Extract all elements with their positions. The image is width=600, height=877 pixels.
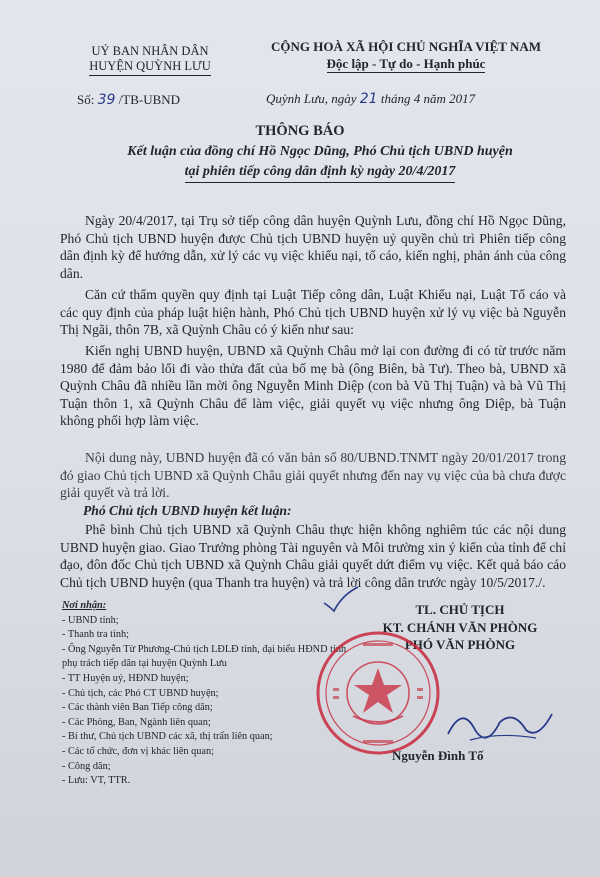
recipient-item: - Chủ tịch, các Phó CT UBND huyện; (62, 687, 219, 699)
national-motto: Độc lập - Tự do - Hạnh phúc (326, 56, 486, 71)
signer-name: Nguyễn Đình Tố (392, 748, 484, 763)
subtitle-line-1: Kết luận của đồng chí Hồ Ngọc Dũng, Phó Chủ tịch UBND huyện (127, 144, 513, 159)
org-line-2: HUYỆN QUỲNH LƯU (89, 59, 211, 76)
docno-number: 39 (97, 92, 116, 108)
recipient-item: - Lưu: VT, TTR. (62, 775, 131, 787)
place-day: 21 (359, 91, 378, 107)
recipient-item: - Bí thư, Chủ tịch UBND các xã, thị trấn liên quan; (62, 731, 273, 743)
docno-suffix: /TB-UBND (118, 92, 181, 107)
document-title: THÔNG BÁO (255, 123, 345, 139)
place-month-label: tháng (380, 91, 411, 106)
recipient-item: - TT Huyện uỷ, HĐND huyện; (62, 672, 189, 684)
signature-line-1: TL. CHỦ TỊCH (415, 602, 505, 617)
recipient-item: - Các tổ chức, đơn vị khác liên quan; (62, 745, 214, 757)
paragraph-3: Kiến nghị UBND huyện, UBND xã Quỳnh Châu mở lại con đường đi có từ trước năm 1980 để đảm bảo lối đi vào thửa đất của bố mẹ bà (ông Biên, bà Tư). Theo bà, UBND xã Quỳnh Châu đã nhiều lần mời ông Nguyễn Minh Diệp (con bà Vũ Thị Tuận) và bà Vũ Thị Tuận thôn 1, xã Quỳnh Châu để làm việc, giải quyết vụ việc nhưng ông Diệp, bà Tuận không phối hợp làm việc. (60, 343, 566, 429)
recipient-item: - Các thành viên Ban Tiếp công dân; (62, 702, 213, 714)
signature-icon (440, 700, 560, 750)
paragraph-2: Căn cứ thẩm quyền quy định tại Luật Tiếp công dân, Luật Khiếu nại, Luật Tố cáo và các quy định của pháp luật hiện hành, Phó Chủ tịch UBND huyện xử lý vụ việc bà Nguyễn Thị Ngãi, thôn 7B, xã Quỳnh Châu có ý kiến như sau: (60, 287, 566, 338)
signature-line-2: KT. CHÁNH VĂN PHÒNG (382, 619, 538, 635)
official-seal-icon (313, 628, 443, 758)
issuing-authority (50, 44, 250, 76)
recipients-label: Nơi nhận: (62, 600, 107, 611)
recipient-item: - Thanh tra tỉnh; (62, 629, 130, 641)
national-header (236, 38, 576, 73)
subtitle-line-2: tại phiên tiếp công dân định kỳ ngày 20/4/2017 (185, 162, 456, 183)
paragraph-1: Ngày 20/4/2017, tại Trụ sở tiếp công dân huyện Quỳnh Lưu, đồng chí Hồ Ngọc Dũng, Phó Chủ tịch UBND huyện được Chủ tịch UBND huyện uỷ quyền chủ trì Phiên tiếp công dân định kỳ để hướng dẫn, xử lý các vụ việc khiếu nại, tố cáo, kiến nghị, phản ánh của công dân. (60, 213, 566, 281)
place-year: năm 2017 (423, 91, 476, 106)
recipient-item: - Các Phòng, Ban, Ngành liên quan; (62, 716, 211, 728)
signature-line-3: PHÓ VĂN PHÒNG (404, 637, 516, 652)
place-prefix: Quỳnh Lưu, ngày (266, 91, 357, 106)
place-date (266, 91, 475, 107)
conclusion-label: Phó Chủ tịch UBND huyện kết luận: (83, 503, 292, 518)
paragraph-5: Phê bình Chủ tịch UBND xã Quỳnh Châu thực hiện không nghiêm túc các nội dung UBND huyện giao. Giao Trưởng phòng Tài nguyên và Môi trường xin ý kiến của tỉnh để chỉ đạo, đôn đốc Chủ tịch UBND xã Quỳnh Châu giải quyết dứt điểm vụ việc. Kết quả báo cáo Chủ tịch UBND huyện (qua Thanh tra huyện) và trả lời công dân trước ngày 10/5/2017./. (60, 522, 566, 590)
recipient-item: - Công dân; (62, 760, 111, 772)
docno-prefix: Số: (77, 92, 95, 107)
org-line-1: UỶ BAN NHÂN DÂN (91, 44, 209, 58)
document-subtitle (90, 142, 550, 183)
place-month: 4 (413, 91, 421, 106)
recipient-item: - Ông Nguyễn Từ Phương-Chủ tịch LĐLĐ tỉnh, đại biểu HĐND tỉnh phụ trách tiếp dân tại huyện Quỳnh Lưu (62, 643, 347, 670)
recipient-item: - UBND tỉnh; (62, 614, 119, 626)
nation-title: CỘNG HOÀ XÃ HỘI CHỦ NGHĨA VIỆT NAM (270, 39, 542, 54)
document-number (77, 92, 180, 108)
recipients-list (62, 599, 352, 789)
paragraph-4: Nội dung này, UBND huyện đã có văn bản số 80/UBND.TNMT ngày 20/01/2017 trong đó giao Chủ tịch UBND xã Quỳnh Châu giải quyết nhưng đến nay vụ việc của bà chưa được giải quyết và trả lời. (60, 450, 566, 501)
